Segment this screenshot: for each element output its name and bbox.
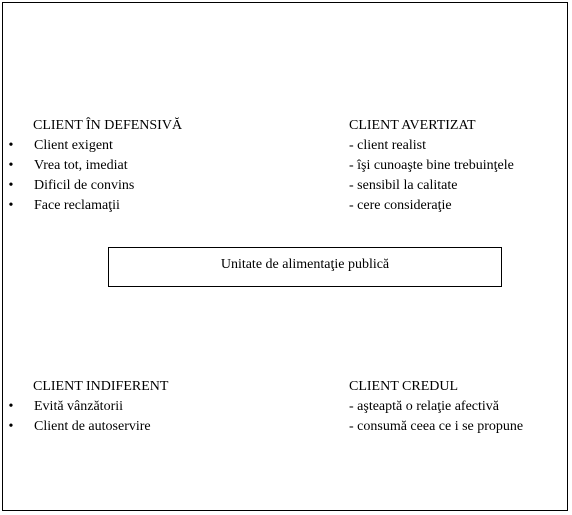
- bullet-icon: •: [8, 178, 14, 193]
- list-item: - client realist: [349, 138, 426, 153]
- list-item-text: Evită vânzătorii: [34, 399, 124, 414]
- list-item-text: Face reclamaţii: [34, 198, 120, 213]
- trait-list: [349, 397, 523, 437]
- bullet-icon: •: [8, 399, 14, 414]
- quadrant-title: CLIENT CREDUL: [349, 379, 459, 394]
- bullet-icon: •: [8, 198, 14, 213]
- center-box: [108, 247, 502, 287]
- list-item-text: Vrea tot, imediat: [34, 158, 128, 173]
- list-item-text: Dificil de convins: [34, 178, 135, 193]
- list-item: [6, 136, 182, 156]
- trait-list: [6, 397, 168, 437]
- quadrant-title: CLIENT AVERTIZAT: [349, 118, 476, 133]
- list-item: [6, 156, 182, 176]
- list-item: - consumă ceea ce i se propune: [349, 419, 524, 434]
- list-item-text: Client exigent: [34, 138, 113, 153]
- quadrant-client-warned: [349, 116, 514, 216]
- list-item: - îşi cunoaşte bine trebuinţele: [349, 158, 514, 173]
- trait-list: [6, 136, 182, 216]
- bullet-icon: •: [8, 138, 14, 153]
- quadrant-client-indifferent: [6, 377, 168, 437]
- list-item-text: Client de autoservire: [34, 419, 151, 434]
- list-item: [6, 196, 182, 216]
- list-item: - sensibil la calitate: [349, 178, 458, 193]
- bullet-icon: •: [8, 158, 14, 173]
- center-label: Unitate de alimentaţie publică: [220, 257, 390, 272]
- list-item: - aşteaptă o relaţie afectivă: [349, 399, 500, 414]
- quadrant-title: CLIENT INDIFERENT: [33, 379, 169, 394]
- quadrant-title: CLIENT ÎN DEFENSIVĂ: [33, 118, 183, 133]
- quadrant-client-credulous: [349, 377, 523, 437]
- list-item: [6, 397, 168, 417]
- list-item: [6, 417, 168, 437]
- bullet-icon: •: [8, 419, 14, 434]
- quadrant-client-defensive: [6, 116, 182, 216]
- trait-list: [349, 136, 514, 216]
- list-item: - cere consideraţie: [349, 198, 452, 213]
- list-item: [6, 176, 182, 196]
